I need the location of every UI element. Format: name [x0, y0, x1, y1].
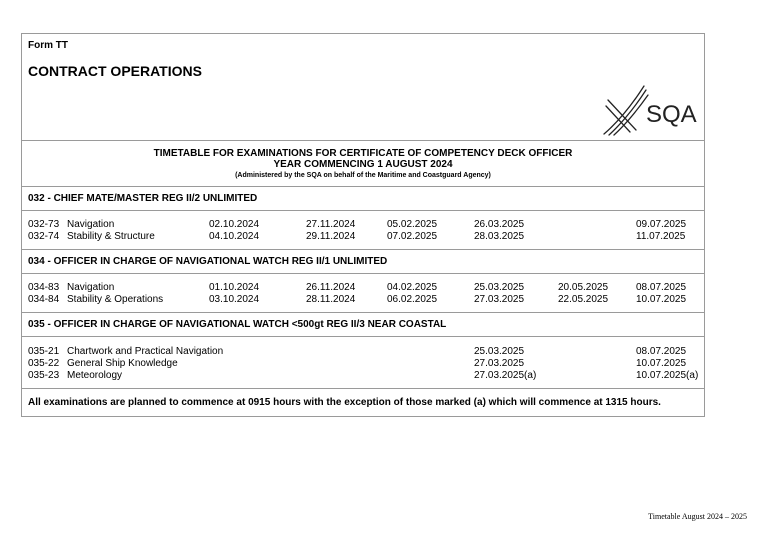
exam-date: 28.03.2025 [474, 231, 525, 242]
exam-name: Meteorology [67, 370, 123, 381]
table-row [22, 346, 704, 358]
exam-date: 25.03.2025 [474, 282, 525, 293]
exam-date: 09.07.2025 [636, 219, 687, 230]
exam-code: 035-23 [28, 370, 60, 381]
timetable-title: TIMETABLE FOR EXAMINATIONS FOR CERTIFICATE OF COMPETENCY DECK OFFICER [153, 148, 573, 159]
exam-name: Stability & Structure [67, 231, 155, 242]
exam-date: 27.03.2025(a) [474, 370, 537, 381]
exam-date: 06.02.2025 [387, 294, 438, 305]
exam-date: 25.03.2025 [474, 346, 525, 357]
section-body-032 [22, 211, 704, 250]
exam-code: 032-74 [28, 231, 60, 242]
exam-date: 10.07.2025 [636, 358, 687, 369]
table-row [22, 358, 704, 370]
exam-date: 29.11.2024 [306, 231, 356, 242]
exam-date: 05.02.2025 [387, 219, 438, 230]
exam-date: 03.10.2024 [209, 294, 260, 305]
sqa-logo [600, 82, 700, 138]
exam-date: 04.10.2024 [209, 231, 260, 242]
document-header [22, 34, 704, 141]
section-body-034 [22, 274, 704, 313]
exam-code: 035-21 [28, 346, 60, 357]
exam-date: 08.07.2025 [636, 346, 687, 357]
exam-date: 22.05.2025 [558, 294, 609, 305]
section-heading-035: 035 - OFFICER IN CHARGE OF NAVIGATIONAL WATCH <500gt REG II/3 NEAR COASTAL [22, 313, 704, 337]
exam-date: 27.03.2025 [474, 358, 525, 369]
document-frame [21, 33, 705, 417]
exam-code: 032-73 [28, 219, 60, 230]
section-heading-032: 032 - CHIEF MATE/MASTER REG II/2 UNLIMITED [22, 187, 704, 211]
exam-date: 11.07.2025 [636, 231, 686, 242]
section-heading-034: 034 - OFFICER IN CHARGE OF NAVIGATIONAL WATCH REG II/1 UNLIMITED [22, 250, 704, 274]
document-title: CONTRACT OPERATIONS [28, 63, 202, 79]
form-label: Form TT [28, 40, 68, 51]
exam-name: Navigation [67, 282, 115, 293]
exam-name: Stability & Operations [67, 294, 164, 305]
timetable-administered-note: (Administered by the SQA on behalf of the Maritime and Coastguard Agency) [235, 172, 491, 179]
exam-date: 01.10.2024 [209, 282, 260, 293]
exam-code: 034-83 [28, 282, 60, 293]
exam-name: General Ship Knowledge [67, 358, 178, 369]
exam-name: Navigation [67, 219, 115, 230]
exam-date: 10.07.2025(a) [636, 370, 699, 381]
sqa-logo-text: SQA [646, 101, 697, 128]
section-body-035 [22, 337, 704, 389]
table-row [22, 370, 704, 382]
exam-date: 26.11.2024 [306, 282, 356, 293]
exam-date: 28.11.2024 [306, 294, 356, 305]
table-row [22, 231, 704, 243]
table-row [22, 294, 704, 306]
exam-date: 10.07.2025 [636, 294, 687, 305]
exam-date: 20.05.2025 [558, 282, 609, 293]
timetable-title-block [22, 140, 704, 187]
exam-date: 02.10.2024 [209, 219, 260, 230]
table-row [22, 282, 704, 294]
table-row [22, 219, 704, 231]
exam-code: 035-22 [28, 358, 60, 369]
exam-date: 27.11.2024 [306, 219, 356, 230]
commencement-note: All examinations are planned to commence at 0915 hours with the exception of those marked (a) which will commence at 1315 hours. [28, 397, 661, 408]
exam-date: 04.02.2025 [387, 282, 438, 293]
page-footer: Timetable August 2024 – 2025 [648, 512, 747, 521]
exam-date: 26.03.2025 [474, 219, 525, 230]
exam-code: 034-84 [28, 294, 60, 305]
exam-name: Chartwork and Practical Navigation [67, 346, 224, 357]
exam-date: 07.02.2025 [387, 231, 438, 242]
timetable-year: YEAR COMMENCING 1 AUGUST 2024 [273, 159, 453, 170]
exam-date: 08.07.2025 [636, 282, 687, 293]
exam-date: 27.03.2025 [474, 294, 525, 305]
